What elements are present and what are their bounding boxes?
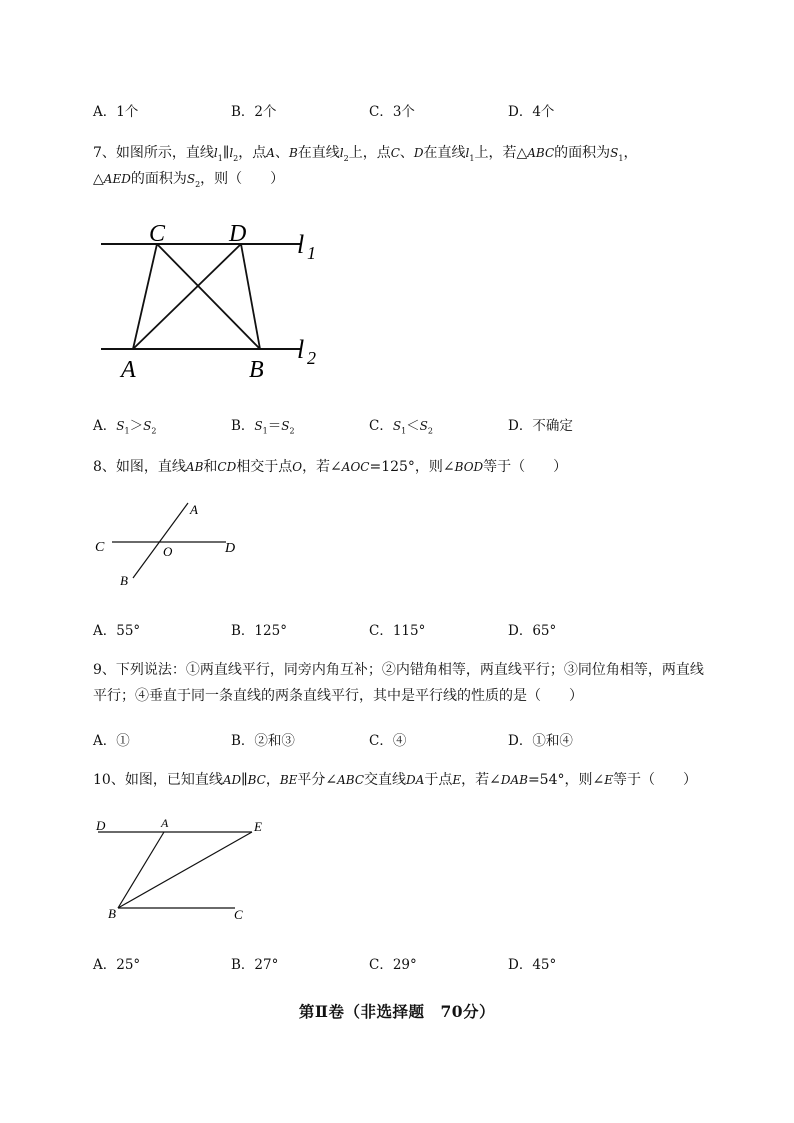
label-d: D xyxy=(96,818,106,833)
q9-stem-line2: 平行；④垂直于同一条直线的两条直线平行，其中是平行线的性质的是（ ） xyxy=(93,688,583,704)
q9-option-b: B．②和③ xyxy=(231,733,295,749)
label-l1-sub: 1 xyxy=(307,243,316,263)
q8-option-a: A．55° xyxy=(93,623,141,639)
q8-figure xyxy=(90,495,250,599)
q10-option-c: C．29° xyxy=(369,957,417,973)
q9-option-a: A．① xyxy=(93,733,130,749)
segment-ab xyxy=(118,832,164,908)
q8-option-b: B．125° xyxy=(231,623,287,639)
label-c: C xyxy=(95,540,105,555)
q7-figure xyxy=(95,215,335,389)
q8-option-d: D．65° xyxy=(508,623,557,639)
q10-figure-svg xyxy=(90,812,280,927)
q7-option-a: A．$S_1>S_2$ xyxy=(93,418,157,436)
label-c: C xyxy=(234,907,243,922)
q7-figure-svg xyxy=(95,215,335,385)
q10-option-b: B．27° xyxy=(231,957,279,973)
q6-option-a: A．1个 xyxy=(93,104,139,120)
q8-figure-svg xyxy=(90,495,250,595)
label-d: D xyxy=(225,541,236,556)
q7-option-b: B．$S_1=S_2$ xyxy=(231,418,295,436)
label-a: A xyxy=(190,502,198,517)
label-c: C xyxy=(149,221,166,247)
label-d: D xyxy=(229,221,247,247)
q9-option-c: C．④ xyxy=(369,733,407,749)
label-b: B xyxy=(108,906,116,921)
label-a: A xyxy=(121,357,136,383)
q7-stem-line2: △AED的面积为$S_2$，则（ ） xyxy=(93,171,285,189)
q9-stem-line1: 9、下列说法：①两直线平行，同旁内角互补；②内错角相等，两直线平行；③同位角相等，两直线 xyxy=(93,662,704,678)
line-ab xyxy=(133,503,188,578)
label-l2: l xyxy=(297,335,305,364)
q7-stem-line1: 7、如图所示，直线$l_1\parallel l_2$，点A、B在直线$l_2$上，点C、D在直线$l_1$上，若△ABC的面积为$S_1$， xyxy=(93,145,638,163)
q10-stem: 10、如图，已知直线AD∥BC，BE平分∠ABC交直线DA于点E，若∠DAB=54°，则∠E等于（ ） xyxy=(93,772,697,788)
q10-option-a: A．25° xyxy=(93,957,141,973)
segment-ca xyxy=(133,244,157,349)
q10-figure xyxy=(90,812,280,931)
segment-da xyxy=(133,244,241,349)
label-b: B xyxy=(120,573,128,588)
q7-option-d: D．不确定 xyxy=(508,418,573,434)
label-o: O xyxy=(163,544,173,559)
segment-be xyxy=(118,832,252,908)
label-e: E xyxy=(254,819,262,834)
label-a: A xyxy=(161,816,169,830)
label-b: B xyxy=(249,357,264,383)
q6-option-c: C．3个 xyxy=(369,104,415,120)
q10-option-d: D．45° xyxy=(508,957,557,973)
q7-option-c: C．$S_1<S_2$ xyxy=(369,418,433,436)
q6-option-b: B．2个 xyxy=(231,104,277,120)
section-title: 第Ⅱ卷（非选择题 70分） xyxy=(298,1002,496,1021)
q9-option-d: D．①和④ xyxy=(508,733,573,749)
label-l1: l xyxy=(297,230,305,259)
q8-option-c: C．115° xyxy=(369,623,426,639)
q8-stem: 8、如图，直线AB和CD相交于点O，若∠AOC=125°，则∠BOD等于（ ） xyxy=(93,459,568,475)
q6-option-d: D．4个 xyxy=(508,104,555,120)
label-l2-sub: 2 xyxy=(307,348,316,368)
